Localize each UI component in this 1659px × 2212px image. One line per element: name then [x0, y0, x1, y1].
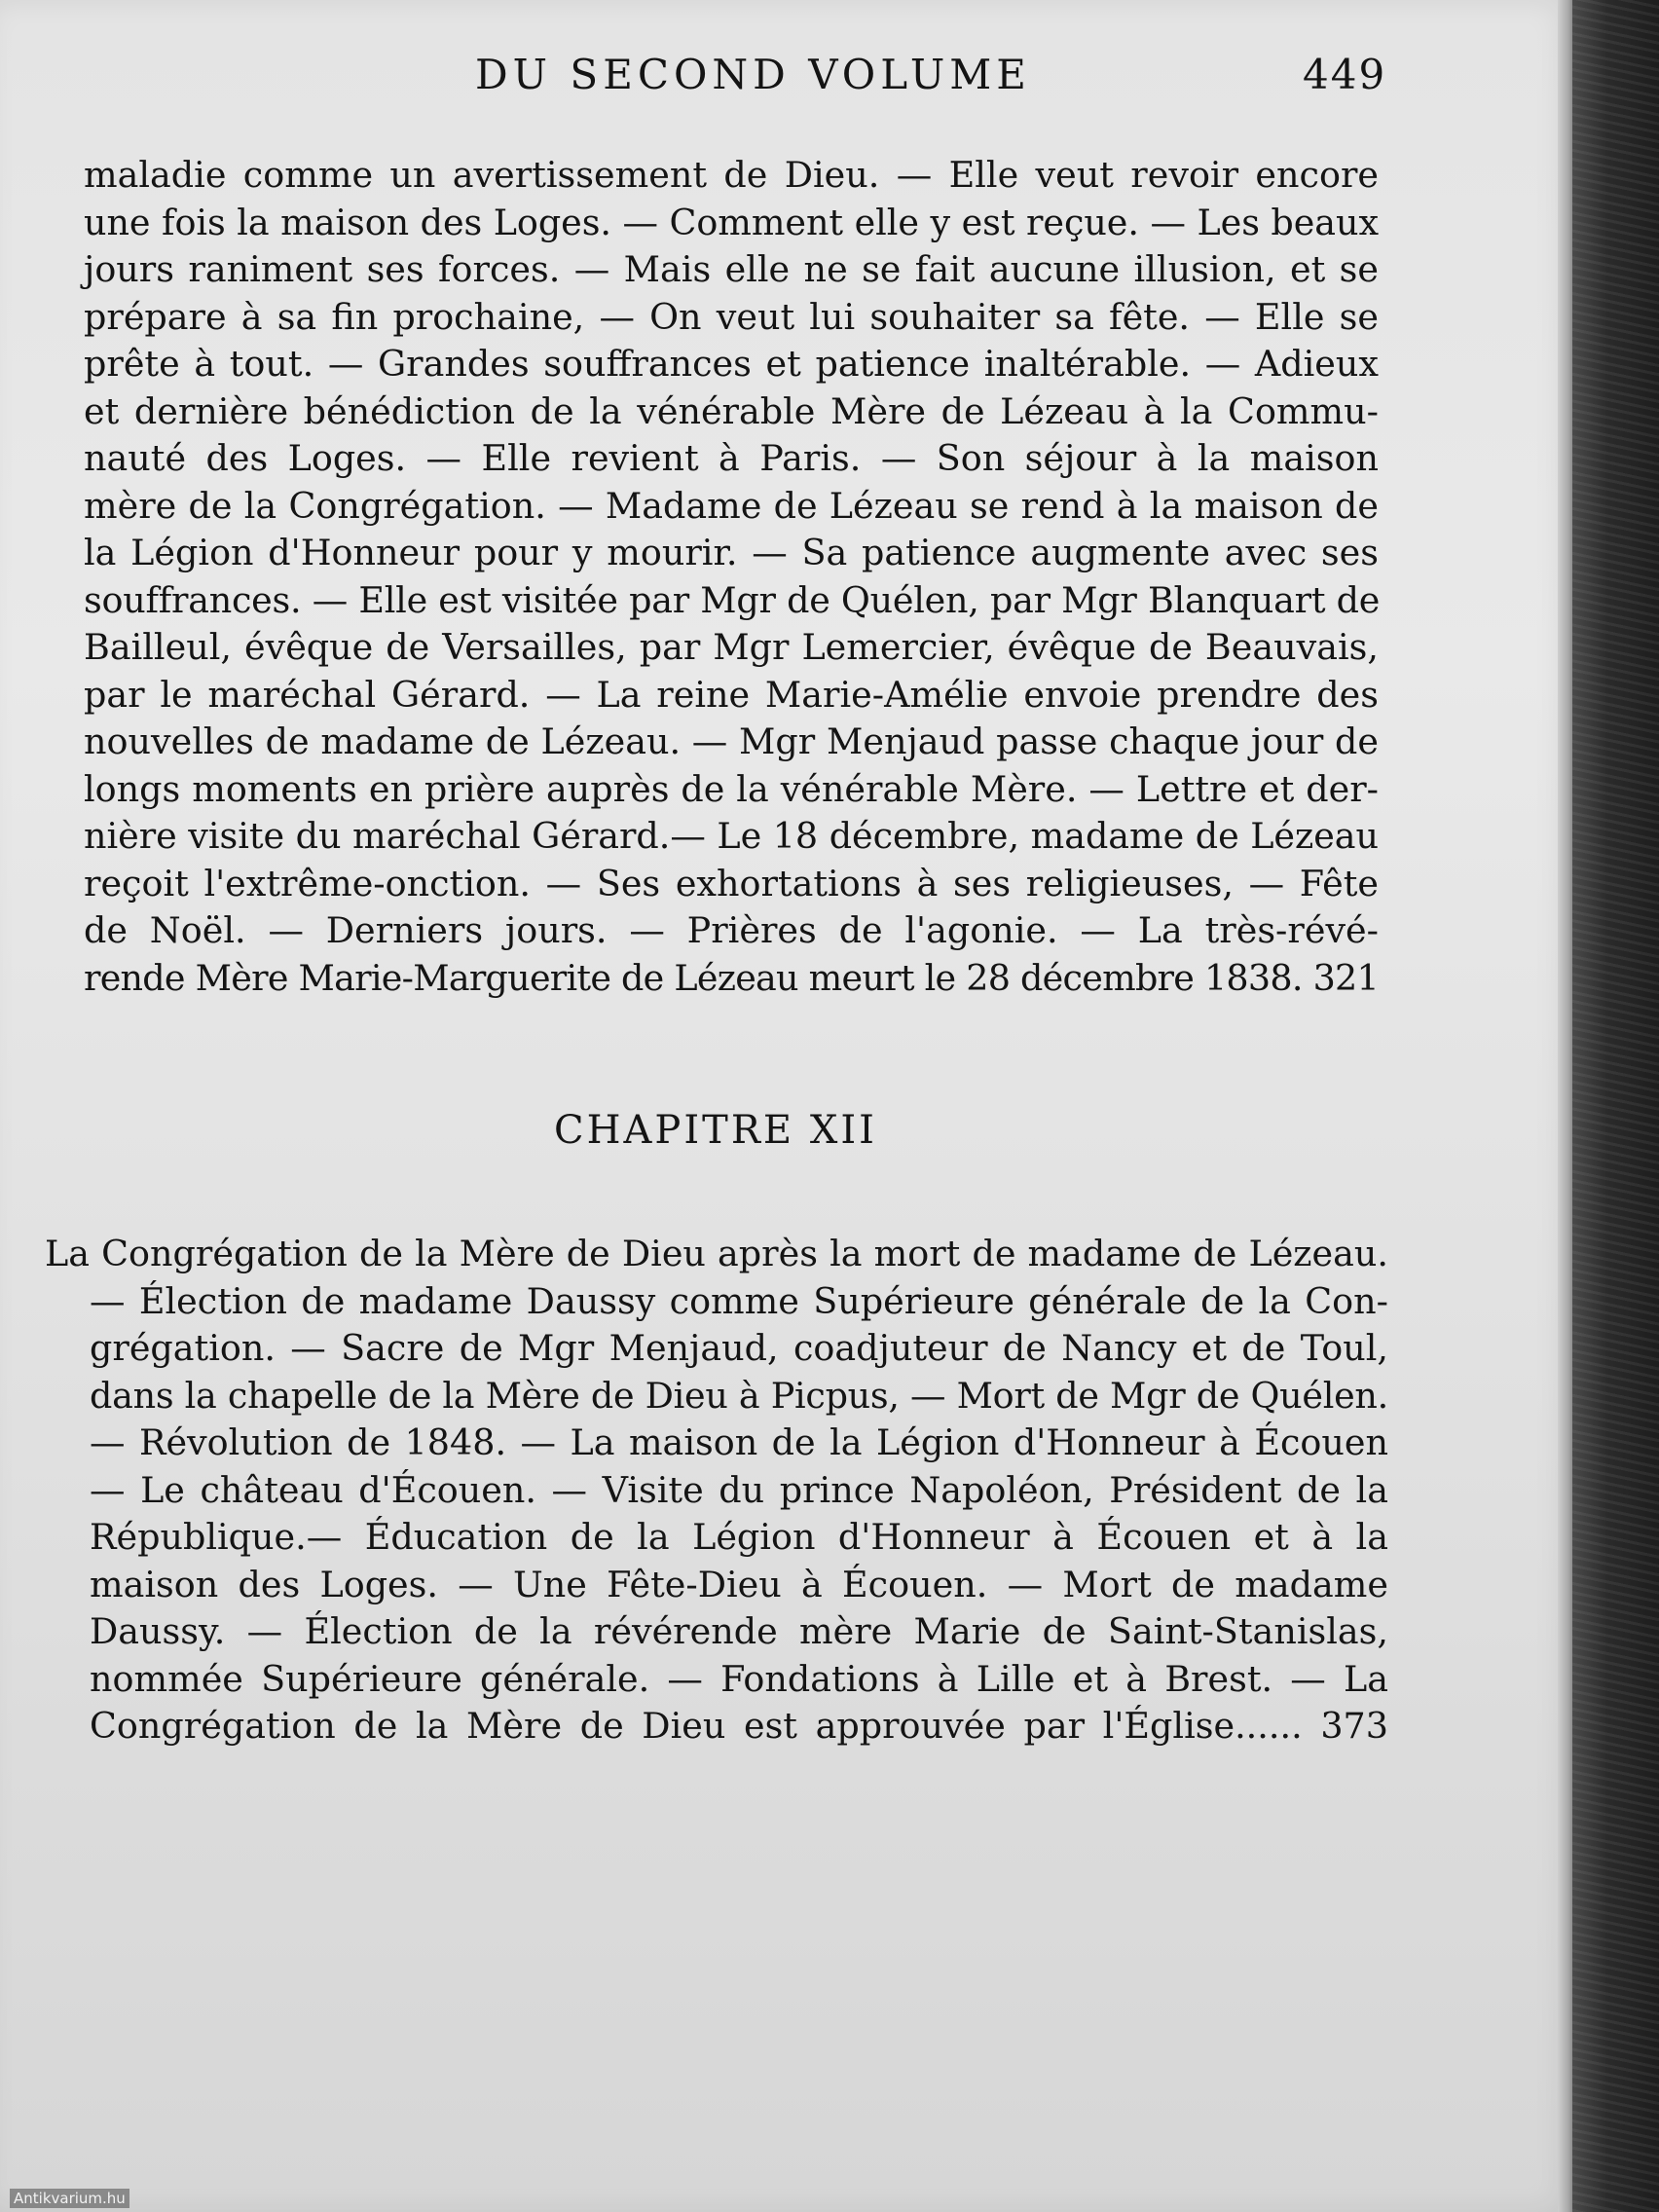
text-line: — Le château d'Écouen. — Visite du prince Napoléon, Président de la — [90, 1468, 1388, 1511]
text-line: République.— Éducation de la Légion d'Honneur à Écouen et à la — [90, 1516, 1388, 1558]
text-line: rende Mère Marie-Marguerite de Lézeau meurt le 28 décembre 1838. 321 — [84, 956, 1379, 999]
text-line: longs moments en prière auprès de la vénérable Mère. — Lettre et der- — [84, 767, 1379, 810]
text-line: nière visite du maréchal Gérard.— Le 18 décembre, madame de Lézeau — [84, 815, 1379, 857]
text-line: grégation. — Sacre de Mgr Menjaud, coadjuteur de Nancy et de Toul, — [90, 1327, 1388, 1369]
text-line: La Congrégation de la Mère de Dieu après la mort de madame de Lézeau. — [45, 1233, 1388, 1274]
text-line: nouvelles de madame de Lézeau. — Mgr Menjaud passe chaque jour de — [84, 720, 1379, 762]
text-line: Congrégation de la Mère de Dieu est approuvée par l'Église...... 373 — [90, 1705, 1388, 1747]
chapter-summary — [45, 1231, 1388, 1751]
text-line: de Noël. — Derniers jours. — Prières de l'agonie. — La très-révé- — [84, 909, 1379, 951]
text-line: Daussy. — Élection de la révérende mère Marie de Saint-Stanislas, — [90, 1610, 1388, 1652]
text-line: prépare à sa fin prochaine, — On veut lui souhaiter sa fête. — Elle se — [84, 295, 1379, 338]
text-line: et dernière bénédiction de la vénérable Mère de Lézeau à la Commu- — [84, 389, 1379, 432]
text-line: nauté des Loges. — Elle revient à Paris. — Son séjour à la maison — [84, 437, 1379, 479]
text-line: nommée Supérieure générale. — Fondations à Lille et à Brest. — La — [90, 1657, 1388, 1700]
text-line: jours raniment ses forces. — Mais elle ne se fait aucune illusion, et se — [84, 248, 1379, 290]
text-line: — Élection de madame Daussy comme Supérieure générale de la Con- — [90, 1279, 1388, 1322]
text-line: maladie comme un avertissement de Dieu. — Elle veut revoir encore — [84, 154, 1379, 196]
text-line: la Légion d'Honneur pour y mourir. — Sa patience augmente avec ses — [84, 532, 1379, 573]
text-line: mère de la Congrégation. — Madame de Lézeau se rend à la maison de — [84, 484, 1379, 527]
bleed-through-text — [117, 1003, 128, 1042]
text-line: prête à tout. — Grandes souffrances et patience inaltérable. — Adieux — [84, 343, 1379, 385]
page-number: 449 — [1303, 51, 1387, 98]
text-line: souffrances. — Elle est visitée par Mgr de Quélen, par Mgr Blanquart de — [84, 578, 1381, 621]
chapter-heading: CHAPITRE XII — [554, 1108, 877, 1153]
text-line: une fois la maison des Loges. — Comment elle y est reçue. — Les beaux — [84, 201, 1379, 243]
text-line: dans la chapelle de la Mère de Dieu à Picpus, — Mort de Mgr de Quélen. — [90, 1374, 1389, 1417]
running-head-title: DU SECOND VOLUME — [475, 51, 1031, 98]
book-binding — [1572, 0, 1659, 2212]
text-line: reçoit l'extrême-onction. — Ses exhortations à ses religieuses, — Fête — [84, 862, 1379, 904]
entry-continued — [84, 152, 1379, 1002]
text-line: — Révolution de 1848. — La maison de la Légion d'Honneur à Écouen — [90, 1421, 1388, 1463]
text-line: par le maréchal Gérard. — La reine Marie-Amélie envoie prendre des — [84, 673, 1379, 716]
text-line: maison des Loges. — Une Fête-Dieu à Écouen. — Mort de madame — [90, 1563, 1388, 1605]
text-line: Bailleul, évêque de Versailles, par Mgr Lemercier, évêque de Beauvais, — [84, 626, 1379, 668]
watermark: Antikvarium.hu — [10, 2189, 129, 2208]
